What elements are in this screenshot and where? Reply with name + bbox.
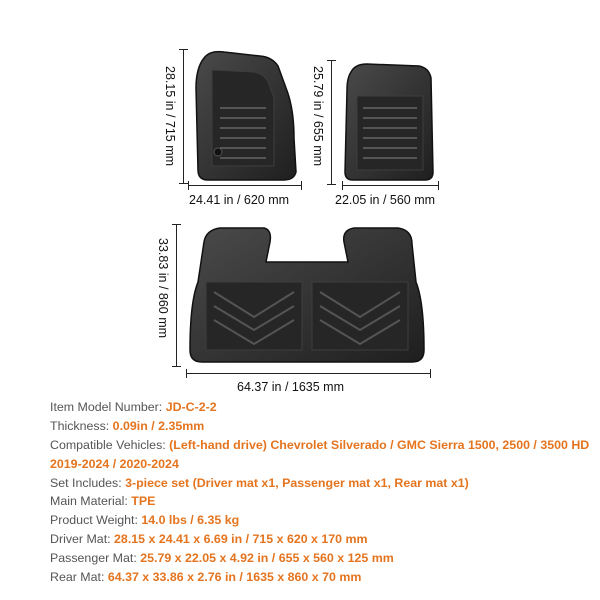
spec-row-thickness: Thickness: 0.09in / 2.35mm [50, 418, 205, 433]
spec-row-passenger-mat: Passenger Mat: 25.79 x 22.05 x 4.92 in / 655 x 560 x 125 mm [50, 551, 394, 566]
spec-row-set-includes: Set Includes: 3-piece set (Driver mat x1, Passenger mat x1, Rear mat x1) [50, 475, 469, 490]
rear-mat-image [184, 222, 430, 368]
passenger-width-label: 22.05 in / 560 mm [335, 193, 436, 207]
driver-width-label: 24.41 in / 620 mm [189, 193, 290, 207]
passenger-mat-image [341, 60, 439, 184]
spec-row-vehicle-years: 2019-2024 / 2020-2024 [50, 456, 179, 471]
spec-list [50, 398, 590, 587]
driver-height-label: 28.15 in / 715 mm [163, 66, 177, 167]
spec-row-vehicles: Compatible Vehicles: (Left-hand drive) Chevrolet Silverado / GMC Sierra 1500, 2500 / 3500 HD [50, 437, 590, 452]
spec-row-weight: Product Weight: 14.0 lbs / 6.35 kg [50, 513, 240, 528]
spec-row-material: Main Material: TPE [50, 494, 156, 509]
passenger-height-label: 25.79 in / 655 mm [311, 66, 325, 167]
rear-width-label: 64.37 in / 1635 mm [237, 380, 345, 394]
rear-height-label: 33.83 in / 860 mm [156, 238, 170, 339]
spec-row-model: Item Model Number: JD-C-2-2 [50, 400, 217, 414]
spec-row-rear-mat: Rear Mat: 64.37 x 33.86 x 2.76 in / 1635 x 860 x 70 mm [50, 570, 362, 585]
driver-mat-image [190, 48, 302, 184]
spec-row-driver-mat: Driver Mat: 28.15 x 24.41 x 6.69 in / 715 x 620 x 170 mm [50, 532, 368, 547]
